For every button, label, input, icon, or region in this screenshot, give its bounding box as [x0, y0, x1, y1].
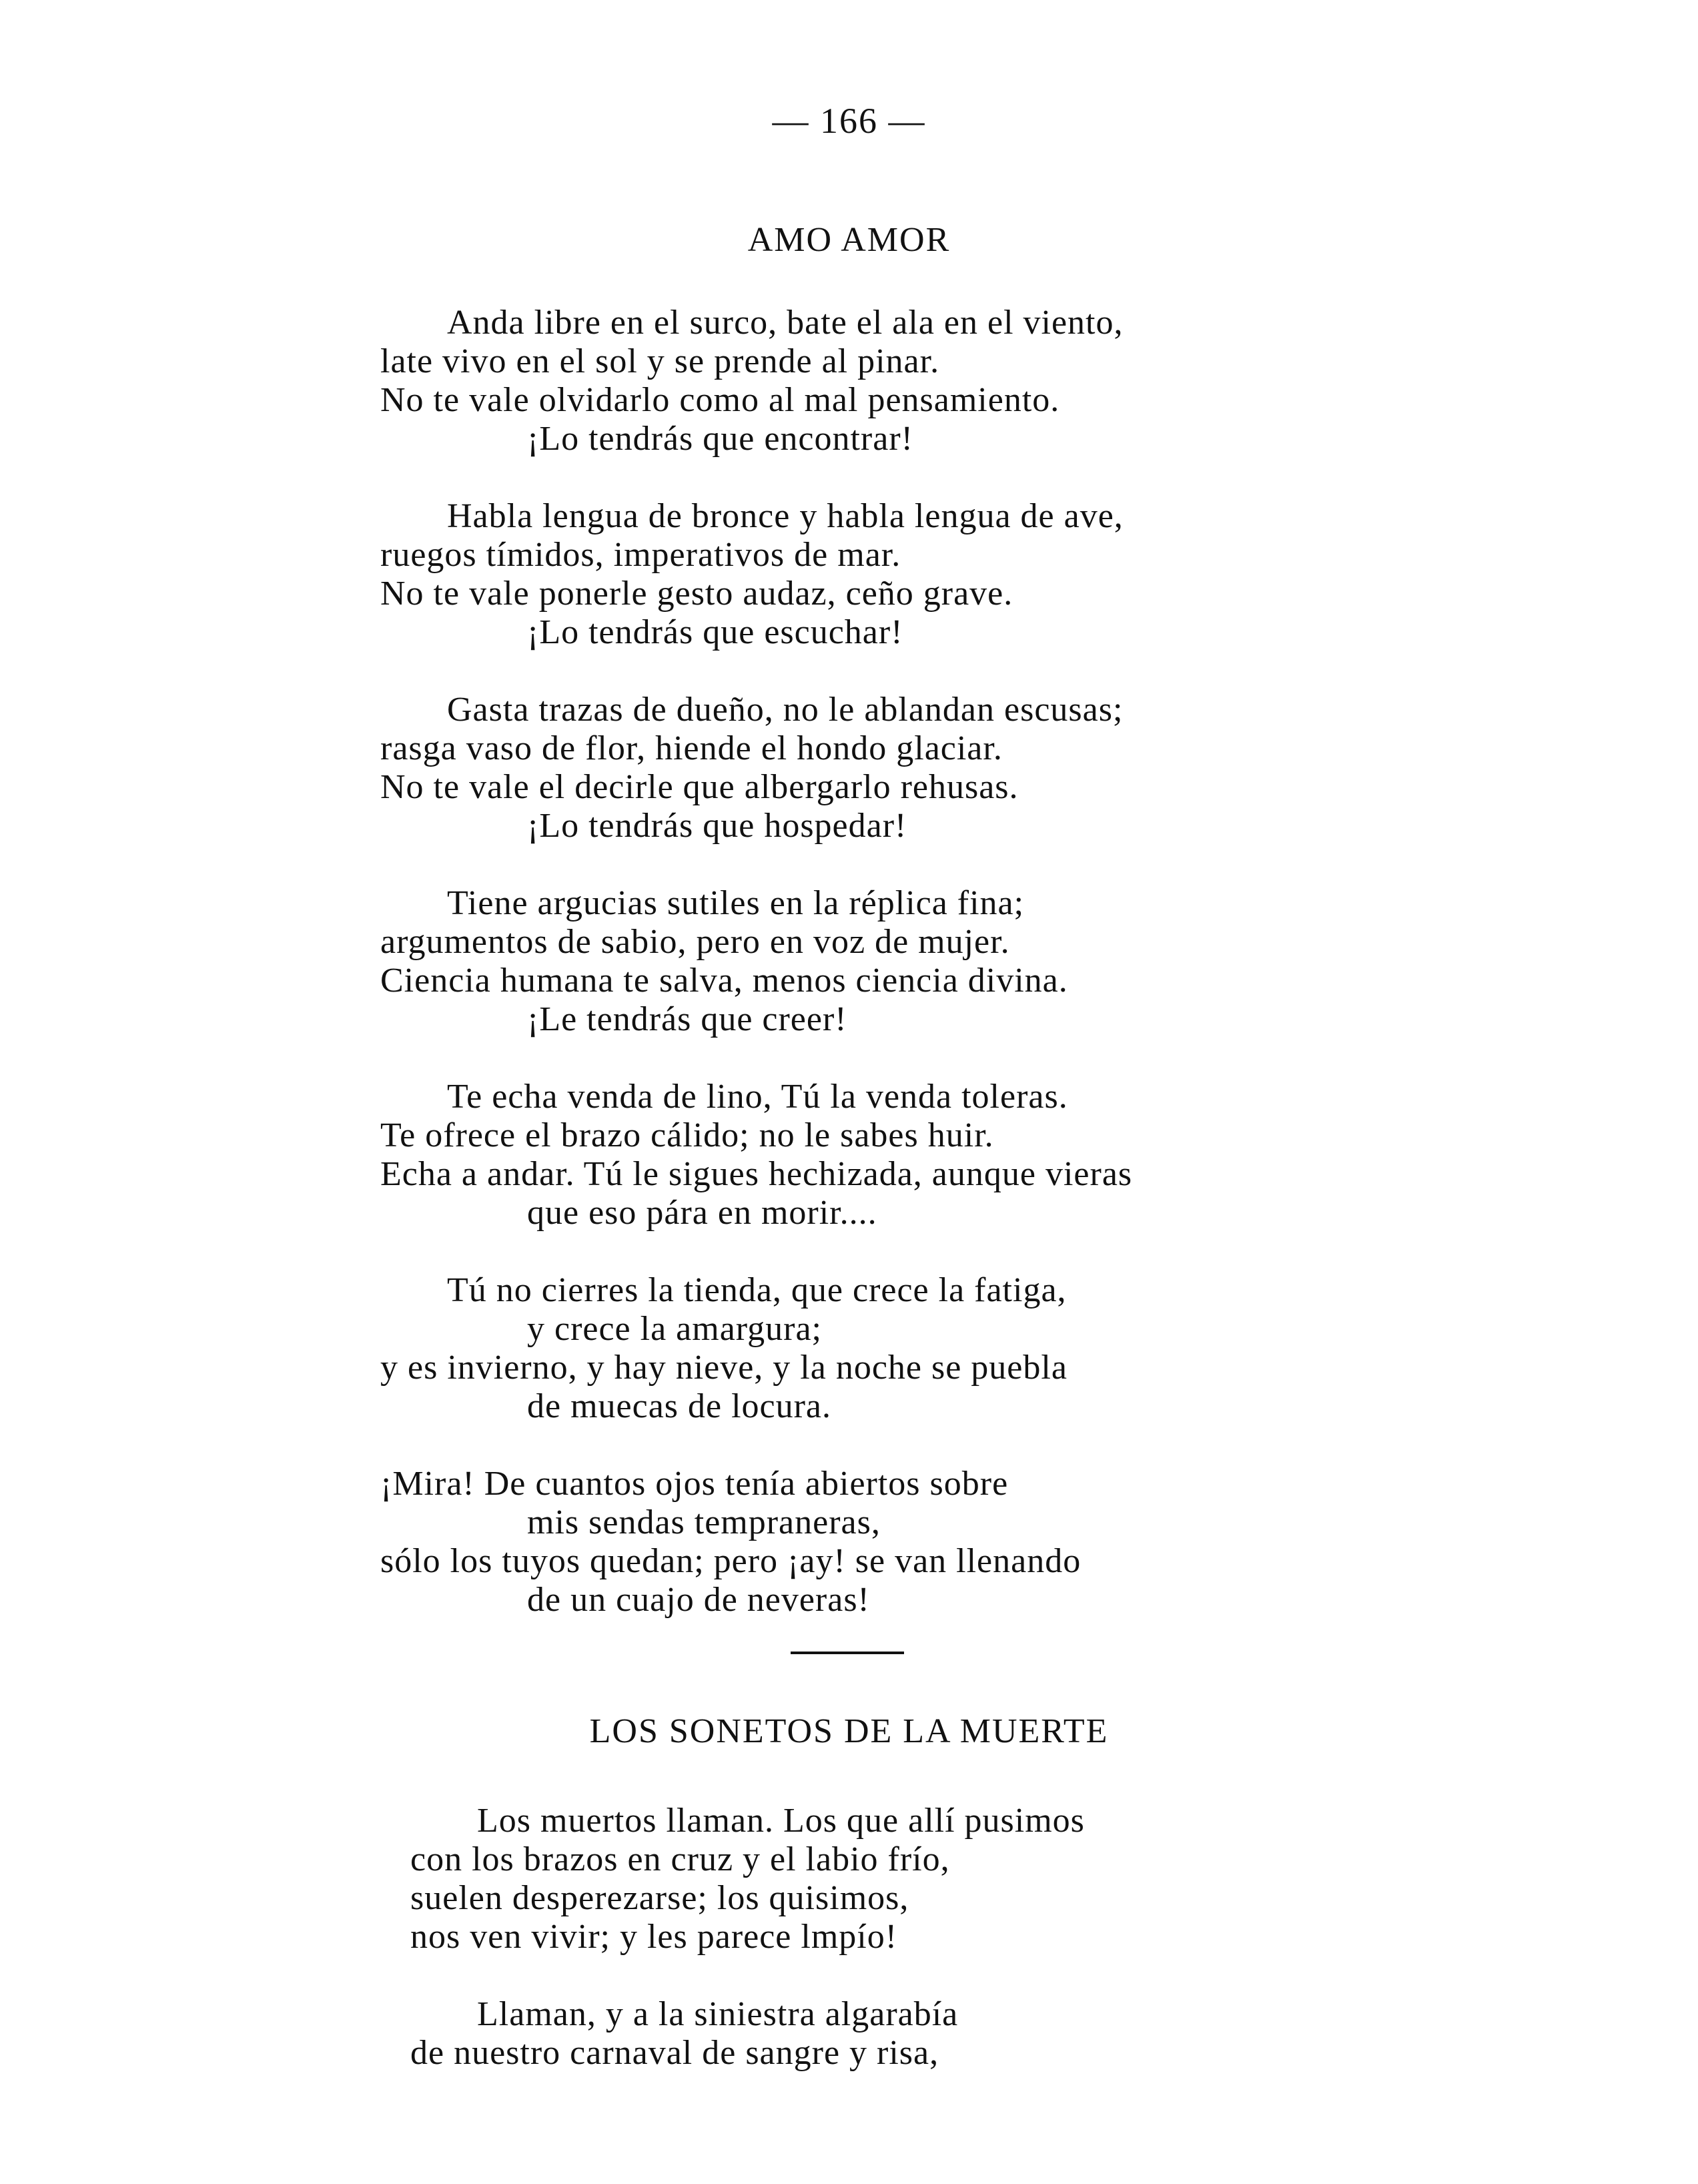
verse-line: ¡Lo tendrás que encontrar! [527, 420, 913, 458]
verse-line: mis sendas tempraneras, [527, 1503, 881, 1541]
verse-line: nos ven vivir; y les parece lmpío! [410, 1918, 898, 1956]
verse-line: de muecas de locura. [527, 1387, 832, 1425]
verse-line: ¡Le tendrás que creer! [527, 1000, 847, 1038]
stanza [410, 1802, 1478, 1956]
poem-title: LOS SONETOS DE LA MUERTE [589, 1712, 1109, 1750]
verse-line: No te vale olvidarlo como al mal pensamiento. [380, 381, 1060, 419]
verse-line: con los brazos en cruz y el labio frío, [410, 1840, 950, 1878]
verse-line: late vivo en el sol y se prende al pinar. [380, 342, 940, 380]
stanza [410, 1995, 1478, 2073]
verse-line: de nuestro carnaval de sangre y risa, [410, 2034, 939, 2072]
verse-line: ¡Lo tendrás que hospedar! [527, 807, 907, 845]
verse-line: ruegos tímidos, imperativos de mar. [380, 536, 901, 574]
page-number: — 166 — [772, 101, 926, 141]
verse-line: ¡Lo tendrás que escuchar! [527, 613, 903, 651]
stanza [380, 1078, 1448, 1232]
stanza [380, 1465, 1448, 1619]
verse-line: Tú no cierres la tienda, que crece la fatiga, [447, 1271, 1067, 1309]
verse-line: Tiene argucias sutiles en la réplica fina; [447, 884, 1025, 922]
stanza [380, 304, 1448, 458]
verse-line: suelen desperezarse; los quisimos, [410, 1879, 909, 1917]
poem-title: AMO AMOR [747, 221, 951, 259]
verse-line: de un cuajo de neveras! [527, 1581, 870, 1619]
verse-line: sólo los tuyos quedan; pero ¡ay! se van llenando [380, 1542, 1082, 1580]
verse-line: Te ofrece el brazo cálido; no le sabes huir. [380, 1116, 994, 1154]
stanza [380, 1271, 1448, 1426]
verse-line: No te vale ponerle gesto audaz, ceño grave. [380, 575, 1013, 613]
verse-line: y crece la amargura; [527, 1310, 822, 1348]
verse-line: Te echa venda de lino, Tú la venda toleras. [447, 1078, 1068, 1116]
verse-line: que eso pára en morir.... [527, 1194, 877, 1232]
stanza [380, 884, 1448, 1039]
verse-line: Los muertos llaman. Los que allí pusimos [477, 1802, 1085, 1840]
stanza [380, 691, 1448, 845]
verse-line: Anda libre en el surco, bate el ala en el viento, [447, 304, 1124, 342]
verse-line: No te vale el decirle que albergarlo rehusas. [380, 768, 1019, 806]
stanza [380, 497, 1448, 652]
verse-line: Ciencia humana te salva, menos ciencia divina. [380, 962, 1068, 1000]
section-divider [791, 1652, 904, 1654]
verse-line: Llaman, y a la siniestra algarabía [477, 1995, 959, 2033]
verse-line: Gasta trazas de dueño, no le ablandan escusas; [447, 691, 1124, 729]
verse-line: argumentos de sabio, pero en voz de mujer. [380, 923, 1010, 961]
verse-line: ¡Mira! De cuantos ojos tenía abiertos sobre [380, 1465, 1009, 1503]
verse-line: rasga vaso de flor, hiende el hondo glaciar. [380, 729, 1003, 767]
verse-line: Echa a andar. Tú le sigues hechizada, aunque vieras [380, 1155, 1133, 1193]
verse-line: y es invierno, y hay nieve, y la noche se puebla [380, 1349, 1068, 1387]
verse-line: Habla lengua de bronce y habla lengua de ave, [447, 497, 1124, 535]
